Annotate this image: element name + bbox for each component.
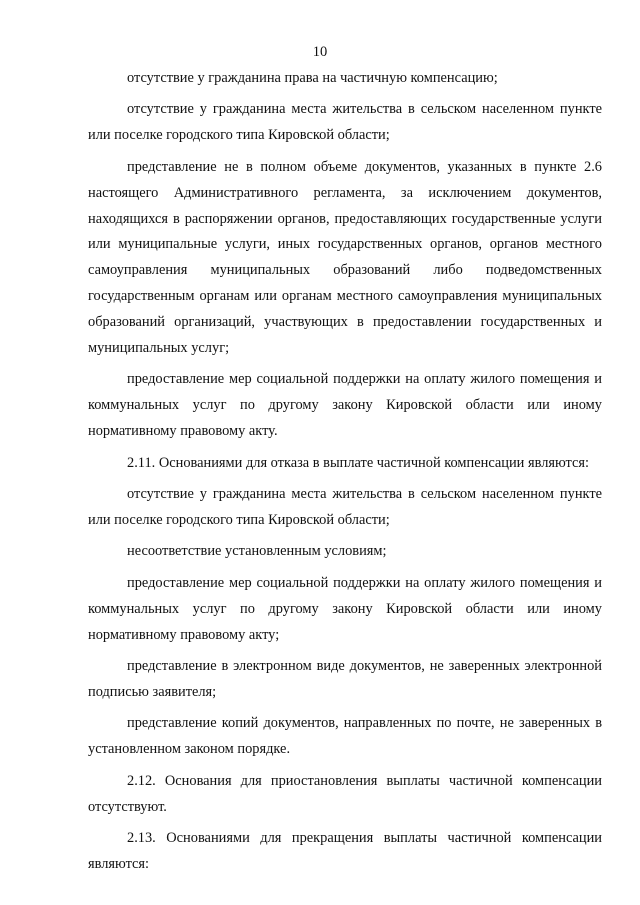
paragraph-refusal-nonconformity: несоответствие установленным условиям; (127, 543, 387, 560)
paragraph-refusal-other-law-support: предоставление мер социальной поддержки на оплату жилого помещения и коммунальных услуг по другому закону Кировской области или иному нормативному правовому акту; (88, 574, 602, 643)
section-2-11-heading: 2.11. Основаниями для отказа в выплате частичной компенсации являются: (127, 454, 590, 471)
document-body (88, 66, 602, 878)
paragraph-other-law-support: предоставление мер социальной поддержки на оплату жилого помещения и коммунальных услуг по другому закону Кировской области или иному нормативному правовому акту. (88, 371, 602, 440)
paragraph-incomplete-documents: представление не в полном объеме документов, указанных в пункте 2.6 настоящего Административного регламента, за исключением документов, находящихся в распоряжении органов, предоставляющих государственные услуги или муниципальные услуги, иных государственных органов, органов местного самоуправления муниципальных образований либо подведомственных государственным органам или органам местного самоуправления муниципальных образований организаций, участвующих в предоставлении государственных и муниципальных услуг; (88, 158, 602, 357)
page-number: 10 (312, 44, 328, 60)
section-2-12: 2.12. Основания для приостановления выплаты частичной компенсации отсутствуют. (88, 772, 602, 815)
paragraph-no-rural-residence: отсутствие у гражданина места жительства в сельском населенном пункте или поселке городского типа Кировской области; (88, 101, 602, 144)
paragraph-refusal-unsigned-electronic: представление в электронном виде документов, не заверенных электронной подписью заявителя; (88, 658, 602, 700)
paragraph-refusal-uncertified-copies: представление копий документов, направленных по почте, не заверенных в установленном законом порядке. (88, 715, 602, 758)
paragraph-refusal-no-residence: отсутствие у гражданина места жительства в сельском населенном пункте или поселке городского типа Кировской области; (88, 486, 602, 528)
paragraph-no-compensation-right: отсутствие у гражданина права на частичную компенсацию; (127, 70, 498, 86)
section-2-13-heading: 2.13. Основаниями для прекращения выплаты частичной компенсации являются: (88, 829, 602, 872)
